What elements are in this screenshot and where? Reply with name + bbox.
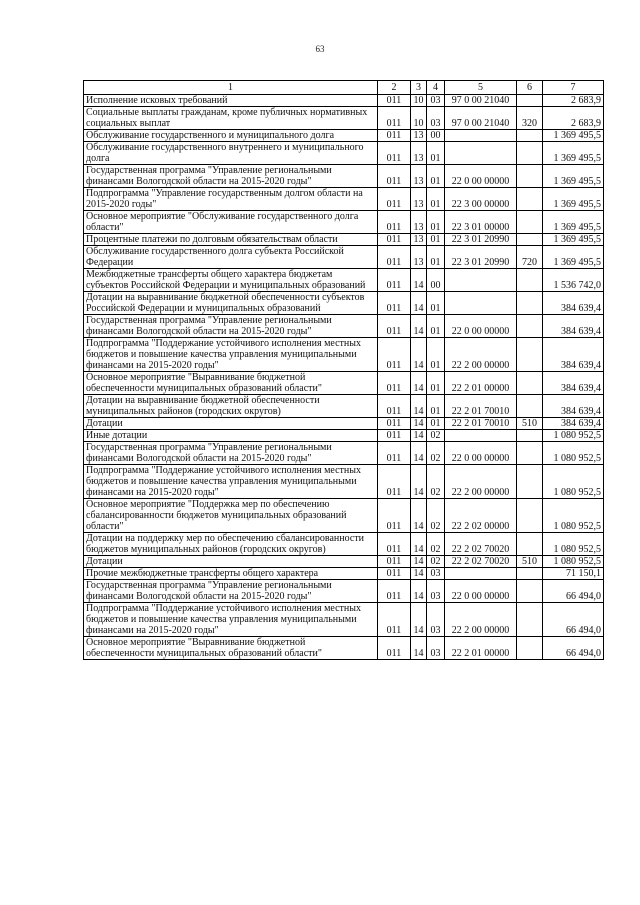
amount-cell: 1 369 495,5	[543, 165, 604, 188]
target-article-cell: 22 3 00 00000	[445, 188, 517, 211]
subsection-code-cell: 01	[427, 165, 445, 188]
target-article-cell: 22 2 01 00000	[445, 372, 517, 395]
table-row	[84, 533, 604, 556]
row-name-cell: Дотации	[84, 556, 378, 568]
row-name-cell: Дотации на выравнивание бюджетной обеспеченности субъектов Российской Федерации и муниципальных образований	[84, 292, 378, 315]
expense-type-cell	[517, 95, 543, 107]
expense-type-cell	[517, 568, 543, 580]
section-code-cell: 14	[411, 499, 427, 533]
amount-cell: 384 639,4	[543, 418, 604, 430]
subsection-code-cell: 03	[427, 107, 445, 130]
expense-type-cell	[517, 637, 543, 660]
expense-type-cell	[517, 580, 543, 603]
admin-code-cell: 011	[378, 165, 411, 188]
amount-cell: 384 639,4	[543, 372, 604, 395]
subsection-code-cell: 02	[427, 465, 445, 499]
target-article-cell	[445, 130, 517, 142]
table-row	[84, 430, 604, 442]
subsection-code-cell: 00	[427, 269, 445, 292]
target-article-cell: 22 2 01 00000	[445, 637, 517, 660]
section-code-cell: 13	[411, 142, 427, 165]
row-name-cell: Процентные платежи по долговым обязательствам области	[84, 234, 378, 246]
expense-type-cell: 320	[517, 107, 543, 130]
admin-code-cell: 011	[378, 556, 411, 568]
section-code-cell: 14	[411, 372, 427, 395]
amount-cell: 1 369 495,5	[543, 142, 604, 165]
subsection-code-cell: 00	[427, 130, 445, 142]
target-article-cell: 97 0 00 21040	[445, 107, 517, 130]
row-name-cell: Государственная программа "Управление региональными финансами Вологодской области на 2015-2020 годы"	[84, 442, 378, 465]
expense-type-cell	[517, 188, 543, 211]
expense-type-cell	[517, 142, 543, 165]
section-code-cell: 10	[411, 107, 427, 130]
table-row	[84, 234, 604, 246]
admin-code-cell: 011	[378, 338, 411, 372]
table-row	[84, 315, 604, 338]
subsection-code-cell: 02	[427, 442, 445, 465]
admin-code-cell: 011	[378, 315, 411, 338]
admin-code-cell: 011	[378, 372, 411, 395]
row-name-cell: Исполнение исковых требований	[84, 95, 378, 107]
section-code-cell: 14	[411, 418, 427, 430]
admin-code-cell: 011	[378, 395, 411, 418]
target-article-cell: 97 0 00 21040	[445, 95, 517, 107]
section-code-cell: 10	[411, 95, 427, 107]
budget-table	[83, 80, 604, 660]
table-row	[84, 442, 604, 465]
admin-code-cell: 011	[378, 499, 411, 533]
target-article-cell: 22 2 02 00000	[445, 499, 517, 533]
row-name-cell: Обслуживание государственного и муниципального долга	[84, 130, 378, 142]
section-code-cell: 14	[411, 533, 427, 556]
expense-type-cell	[517, 603, 543, 637]
row-name-cell: Подпрограмма "Поддержание устойчивого исполнения местных бюджетов и повышение качества управления муниципальными финансами на 2015-2020 годы"	[84, 465, 378, 499]
amount-cell: 2 683,9	[543, 107, 604, 130]
subsection-code-cell: 02	[427, 499, 445, 533]
row-name-cell: Обслуживание государственного внутреннего и муниципального долга	[84, 142, 378, 165]
header-cell: 7	[543, 81, 604, 95]
section-code-cell: 14	[411, 442, 427, 465]
target-article-cell: 22 2 01 70010	[445, 418, 517, 430]
subsection-code-cell: 02	[427, 533, 445, 556]
table-row	[84, 372, 604, 395]
expense-type-cell	[517, 442, 543, 465]
section-code-cell: 14	[411, 292, 427, 315]
table-row	[84, 142, 604, 165]
amount-cell: 66 494,0	[543, 603, 604, 637]
subsection-code-cell: 01	[427, 234, 445, 246]
expense-type-cell	[517, 269, 543, 292]
table-row	[84, 107, 604, 130]
target-article-cell: 22 2 02 70020	[445, 556, 517, 568]
subsection-code-cell: 01	[427, 292, 445, 315]
subsection-code-cell: 02	[427, 430, 445, 442]
row-name-cell: Государственная программа "Управление региональными финансами Вологодской области на 2015-2020 годы"	[84, 165, 378, 188]
row-name-cell: Подпрограмма "Управление государственным долгом области на 2015-2020 годы"	[84, 188, 378, 211]
expense-type-cell	[517, 499, 543, 533]
target-article-cell: 22 3 01 20990	[445, 246, 517, 269]
amount-cell: 1 080 952,5	[543, 430, 604, 442]
table-row	[84, 211, 604, 234]
amount-cell: 1 080 952,5	[543, 442, 604, 465]
target-article-cell: 22 0 00 00000	[445, 165, 517, 188]
row-name-cell: Основное мероприятие "Выравнивание бюджетной обеспеченности муниципальных образований области"	[84, 637, 378, 660]
subsection-code-cell: 01	[427, 315, 445, 338]
expense-type-cell	[517, 465, 543, 499]
row-name-cell: Подпрограмма "Поддержание устойчивого исполнения местных бюджетов и повышение качества управления муниципальными финансами на 2015-2020 годы"	[84, 603, 378, 637]
admin-code-cell: 011	[378, 246, 411, 269]
amount-cell: 384 639,4	[543, 338, 604, 372]
table-row	[84, 465, 604, 499]
section-code-cell: 14	[411, 603, 427, 637]
subsection-code-cell: 03	[427, 637, 445, 660]
admin-code-cell: 011	[378, 465, 411, 499]
admin-code-cell: 011	[378, 292, 411, 315]
table-row	[84, 603, 604, 637]
section-code-cell: 13	[411, 165, 427, 188]
amount-cell: 66 494,0	[543, 580, 604, 603]
table-header-row	[84, 81, 604, 95]
header-cell: 6	[517, 81, 543, 95]
target-article-cell	[445, 142, 517, 165]
row-name-cell: Дотации на выравнивание бюджетной обеспеченности муниципальных районов (городских округов)	[84, 395, 378, 418]
section-code-cell: 14	[411, 568, 427, 580]
subsection-code-cell: 03	[427, 568, 445, 580]
table-row	[84, 580, 604, 603]
target-article-cell	[445, 269, 517, 292]
section-code-cell: 13	[411, 130, 427, 142]
section-code-cell: 13	[411, 211, 427, 234]
expense-type-cell	[517, 395, 543, 418]
expense-type-cell	[517, 430, 543, 442]
table-row	[84, 165, 604, 188]
amount-cell: 1 536 742,0	[543, 269, 604, 292]
row-name-cell: Межбюджетные трансферты общего характера бюджетам субъектов Российской Федерации и муниципальных образований	[84, 269, 378, 292]
admin-code-cell: 011	[378, 269, 411, 292]
row-name-cell: Основное мероприятие "Обслуживание государственного долга области"	[84, 211, 378, 234]
section-code-cell: 14	[411, 637, 427, 660]
row-name-cell: Государственная программа "Управление региональными финансами Вологодской области на 2015-2020 годы"	[84, 580, 378, 603]
expense-type-cell	[517, 372, 543, 395]
row-name-cell: Обслуживание государственного долга субъекта Российской Федерации	[84, 246, 378, 269]
expense-type-cell	[517, 211, 543, 234]
admin-code-cell: 011	[378, 107, 411, 130]
admin-code-cell: 011	[378, 211, 411, 234]
target-article-cell: 22 2 00 00000	[445, 338, 517, 372]
row-name-cell: Иные дотации	[84, 430, 378, 442]
section-code-cell: 13	[411, 234, 427, 246]
expense-type-cell	[517, 292, 543, 315]
subsection-code-cell: 01	[427, 211, 445, 234]
table-row	[84, 292, 604, 315]
admin-code-cell: 011	[378, 603, 411, 637]
table-row	[84, 338, 604, 372]
amount-cell: 71 150,1	[543, 568, 604, 580]
amount-cell: 66 494,0	[543, 637, 604, 660]
header-cell: 4	[427, 81, 445, 95]
header-cell: 2	[378, 81, 411, 95]
amount-cell: 384 639,4	[543, 292, 604, 315]
expense-type-cell: 510	[517, 418, 543, 430]
target-article-cell	[445, 568, 517, 580]
subsection-code-cell: 01	[427, 418, 445, 430]
row-name-cell: Прочие межбюджетные трансферты общего характера	[84, 568, 378, 580]
admin-code-cell: 011	[378, 430, 411, 442]
amount-cell: 2 683,9	[543, 95, 604, 107]
table-row	[84, 95, 604, 107]
admin-code-cell: 011	[378, 418, 411, 430]
target-article-cell: 22 0 00 00000	[445, 315, 517, 338]
table-row	[84, 556, 604, 568]
amount-cell: 1 369 495,5	[543, 246, 604, 269]
section-code-cell: 14	[411, 430, 427, 442]
expense-type-cell	[517, 234, 543, 246]
subsection-code-cell: 03	[427, 603, 445, 637]
target-article-cell: 22 0 00 00000	[445, 580, 517, 603]
row-name-cell: Дотации на поддержку мер по обеспечению сбалансированности бюджетов муниципальных районов (городских округов)	[84, 533, 378, 556]
section-code-cell: 14	[411, 395, 427, 418]
target-article-cell: 22 2 00 00000	[445, 465, 517, 499]
section-code-cell: 14	[411, 338, 427, 372]
subsection-code-cell: 01	[427, 395, 445, 418]
subsection-code-cell: 03	[427, 95, 445, 107]
target-article-cell: 22 2 00 00000	[445, 603, 517, 637]
table-row	[84, 568, 604, 580]
header-cell: 1	[84, 81, 378, 95]
table-row	[84, 188, 604, 211]
expense-type-cell	[517, 338, 543, 372]
target-article-cell	[445, 292, 517, 315]
table-row	[84, 130, 604, 142]
amount-cell: 1 369 495,5	[543, 234, 604, 246]
admin-code-cell: 011	[378, 442, 411, 465]
section-code-cell: 14	[411, 556, 427, 568]
admin-code-cell: 011	[378, 188, 411, 211]
expense-type-cell	[517, 533, 543, 556]
target-article-cell: 22 3 01 00000	[445, 211, 517, 234]
table-row	[84, 395, 604, 418]
subsection-code-cell: 01	[427, 246, 445, 269]
admin-code-cell: 011	[378, 234, 411, 246]
amount-cell: 1 080 952,5	[543, 556, 604, 568]
admin-code-cell: 011	[378, 533, 411, 556]
expense-type-cell	[517, 315, 543, 338]
row-name-cell: Основное мероприятие "Поддержка мер по обеспечению сбалансированности бюджетов муниципальных образований области"	[84, 499, 378, 533]
section-code-cell: 13	[411, 188, 427, 211]
subsection-code-cell: 01	[427, 372, 445, 395]
amount-cell: 1 369 495,5	[543, 188, 604, 211]
section-code-cell: 14	[411, 465, 427, 499]
admin-code-cell: 011	[378, 568, 411, 580]
section-code-cell: 14	[411, 269, 427, 292]
header-cell: 5	[445, 81, 517, 95]
table-row	[84, 499, 604, 533]
admin-code-cell: 011	[378, 95, 411, 107]
subsection-code-cell: 01	[427, 338, 445, 372]
target-article-cell: 22 3 01 20990	[445, 234, 517, 246]
page-number: 63	[315, 44, 325, 54]
subsection-code-cell: 03	[427, 580, 445, 603]
amount-cell: 1 080 952,5	[543, 465, 604, 499]
row-name-cell: Социальные выплаты гражданам, кроме публичных нормативных социальных выплат	[84, 107, 378, 130]
amount-cell: 1 080 952,5	[543, 499, 604, 533]
amount-cell: 384 639,4	[543, 395, 604, 418]
expense-type-cell	[517, 165, 543, 188]
target-article-cell: 22 0 00 00000	[445, 442, 517, 465]
table-row	[84, 418, 604, 430]
admin-code-cell: 011	[378, 580, 411, 603]
subsection-code-cell: 01	[427, 188, 445, 211]
target-article-cell	[445, 430, 517, 442]
subsection-code-cell: 02	[427, 556, 445, 568]
expense-type-cell: 720	[517, 246, 543, 269]
amount-cell: 1 369 495,5	[543, 211, 604, 234]
admin-code-cell: 011	[378, 637, 411, 660]
header-cell: 3	[411, 81, 427, 95]
section-code-cell: 13	[411, 246, 427, 269]
row-name-cell: Основное мероприятие "Выравнивание бюджетной обеспеченности муниципальных образований области"	[84, 372, 378, 395]
table-row	[84, 637, 604, 660]
admin-code-cell: 011	[378, 142, 411, 165]
expense-type-cell: 510	[517, 556, 543, 568]
section-code-cell: 14	[411, 580, 427, 603]
row-name-cell: Государственная программа "Управление региональными финансами Вологодской области на 2015-2020 годы"	[84, 315, 378, 338]
row-name-cell: Дотации	[84, 418, 378, 430]
subsection-code-cell: 01	[427, 142, 445, 165]
target-article-cell: 22 2 01 70010	[445, 395, 517, 418]
admin-code-cell: 011	[378, 130, 411, 142]
amount-cell: 1 080 952,5	[543, 533, 604, 556]
table-row	[84, 269, 604, 292]
amount-cell: 384 639,4	[543, 315, 604, 338]
amount-cell: 1 369 495,5	[543, 130, 604, 142]
row-name-cell: Подпрограмма "Поддержание устойчивого исполнения местных бюджетов и повышение качества управления муниципальными финансами на 2015-2020 годы"	[84, 338, 378, 372]
table-row	[84, 246, 604, 269]
target-article-cell: 22 2 02 70020	[445, 533, 517, 556]
section-code-cell: 14	[411, 315, 427, 338]
expense-type-cell	[517, 130, 543, 142]
